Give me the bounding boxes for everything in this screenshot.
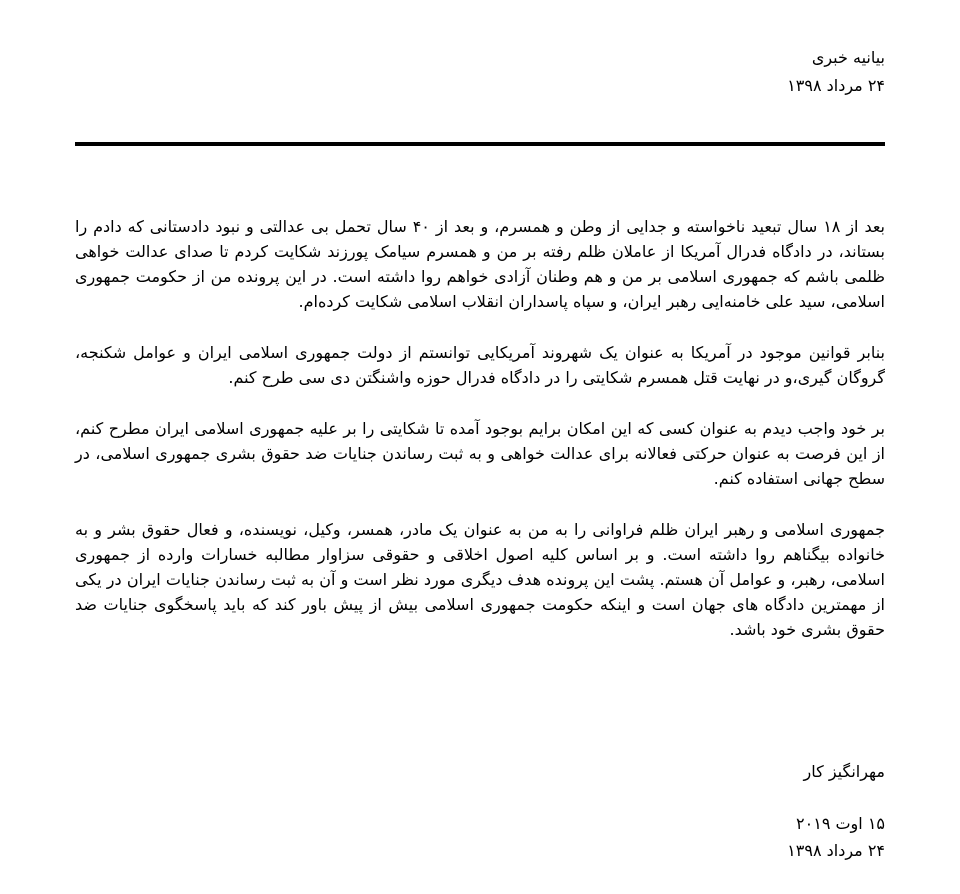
paragraph-1: بعد از ۱۸ سال تبعید ناخواسته و جدایی از وطن و همسرم، و بعد از ۴۰ سال تحمل بی عدالتی و نبود دادستانی که دادم را بستاند، در دادگاه فدرال آمریکا از عاملان ظلم رفته بر من و همسرم سیامک پورزند شکایت کردم تا صدای عدالت خواهی ظلمی باشم که جمهوری اسلامی بر من و هم وطنان آزادی خواهم روا داشته است. در این پرونده من از حکومت جمهوری اسلامی، سید علی خامنه‌ایی رهبر ایران، و سپاه پاسداران انقلاب اسلامی شکایت کرده‌ام. <box>75 217 886 311</box>
closing-dates <box>787 810 885 864</box>
persian-date: ۲۴ مرداد ۱۳۹۸ <box>787 841 885 860</box>
author-name: مهرانگیز کار <box>803 762 885 781</box>
statement-body <box>75 214 885 668</box>
document-header <box>787 44 885 100</box>
signature-block <box>804 758 885 785</box>
document-date: ۲۴ مرداد ۱۳۹۸ <box>787 76 885 95</box>
document-title: بیانیه خبری <box>811 48 885 67</box>
paragraph-3: بر خود واجب دیدم به عنوان کسی که این امکان برایم بوجود آمده تا شکایتی را بر علیه جمهوری اسلامی ایران مطرح کنم، از این فرصت به عنوان حرکتی فعالانه برای عدالت خواهی و به ثبت رساندن جنایات ضد حقوق بشری جمهوری اسلامی، در سطح جهانی استفاده کنم. <box>75 419 885 488</box>
gregorian-date: ۱۵ اوت ۲۰۱۹ <box>796 814 885 833</box>
header-divider <box>75 142 885 146</box>
paragraph-4: جمهوری اسلامی و رهبر ایران ظلم فراوانی را به من به عنوان یک مادر، همسر، وکیل، نویسنده، و فعال حقوق بشر و به خانواده بیگناهم روا داشته است. و بر اساس کلیه اصول اخلاقی و حقوقی سزاوار مطالبه خسارات وارده از جمهوری اسلامی، رهبر، و عوامل آن هستم. پشت این پرونده هدف دیگری مورد نظر است و آن به ثبت رساندن جنایات ایران در یکی از مهمترین دادگاه های جهان است و اینکه حکومت جمهوری اسلامی بیش از پیش باور کند که باید پاسخگوی جنایات ضد حقوق بشری خود باشد. <box>75 520 885 639</box>
paragraph-2: بنابر قوانین موجود در آمریکا به عنوان یک شهروند آمریکایی توانستم از دولت جمهوری اسلامی ایران و عوامل شکنجه، گروگان گیری،و در نهایت قتل همسرم شکایتی را در دادگاه فدرال حوزه واشنگتن دی سی طرح کنم. <box>75 343 885 387</box>
